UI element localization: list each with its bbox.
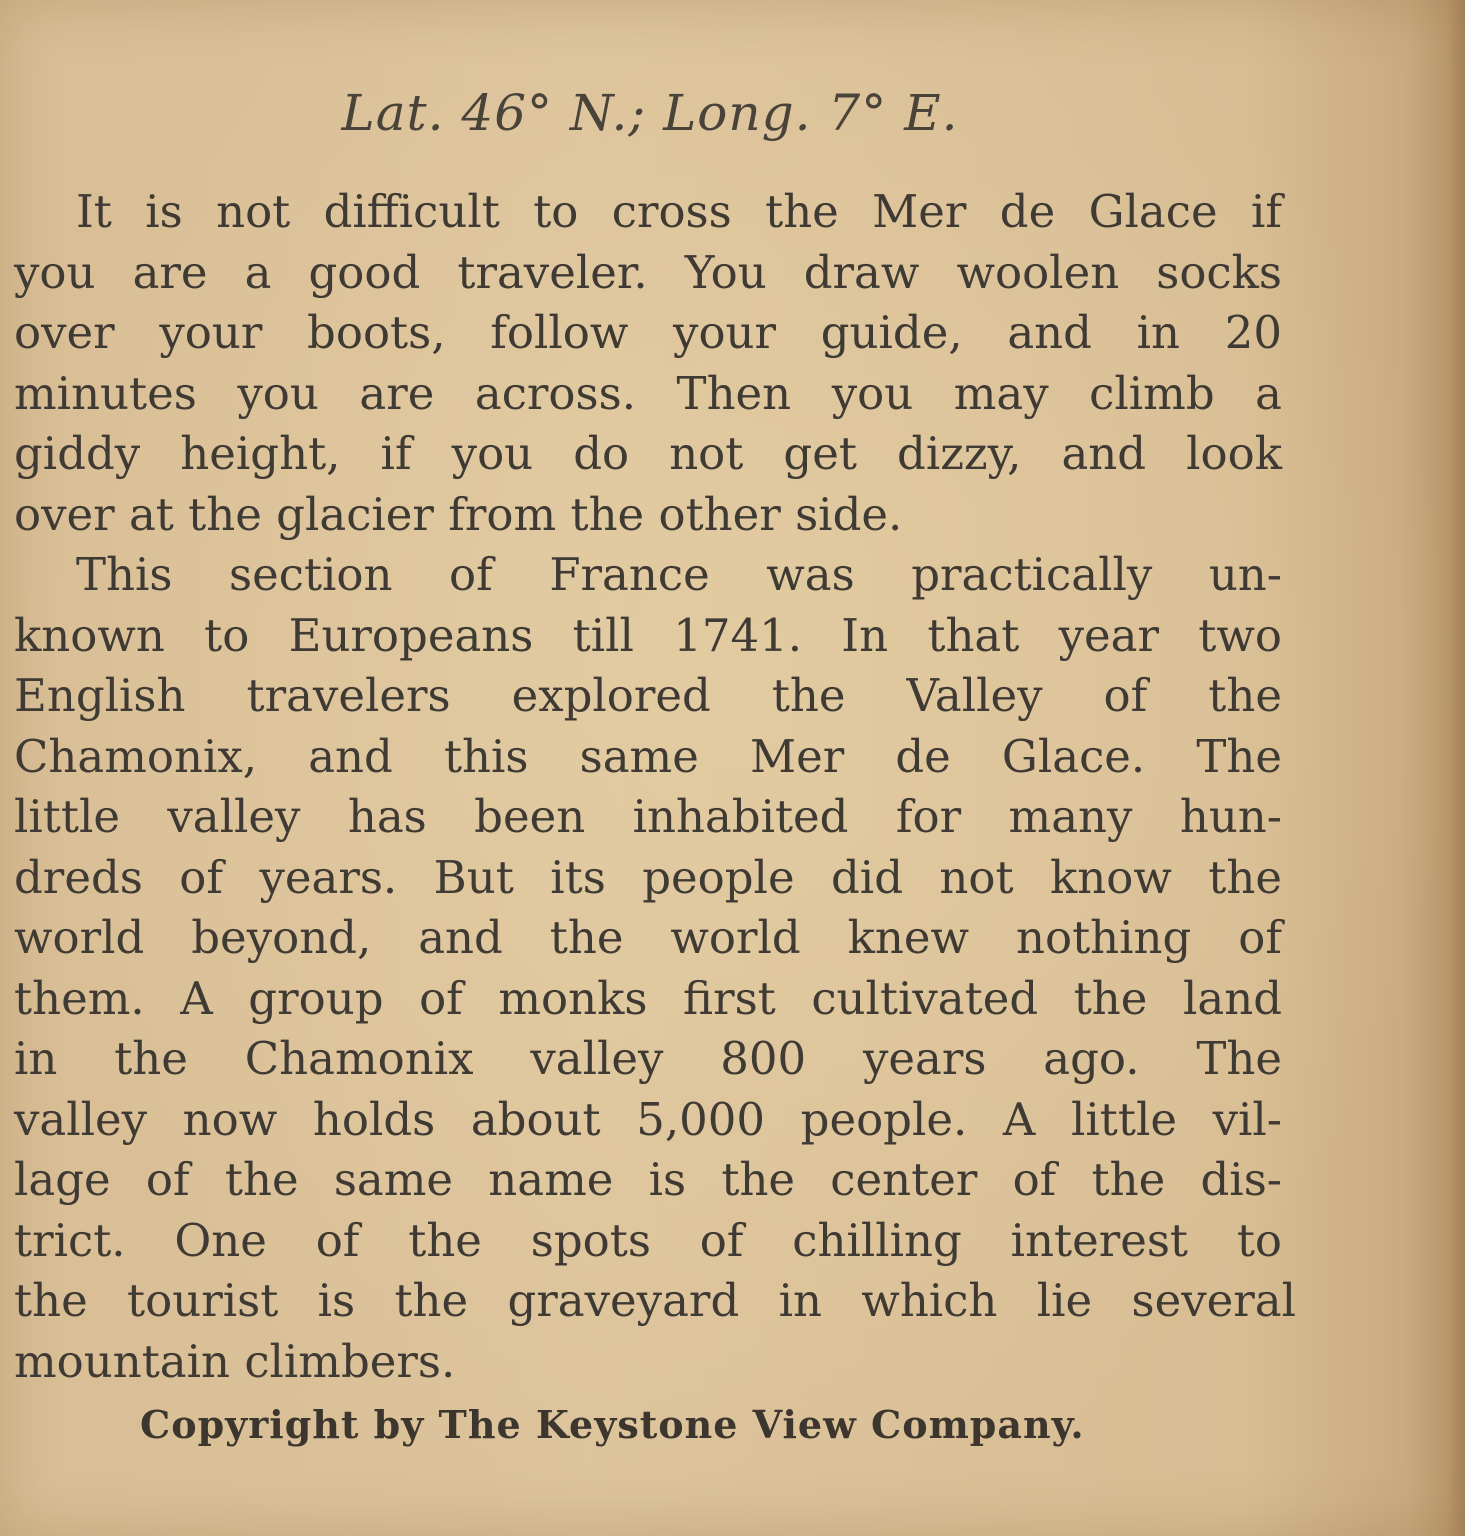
text-line: mountain climbers.	[14, 1334, 456, 1388]
text-line: the tourist is the graveyard in which lie several	[14, 1274, 1296, 1327]
text-line: English travelers explored the Valley of the	[14, 669, 1282, 722]
text-line: world beyond, and the world knew nothing of	[14, 911, 1282, 964]
text-line: you are a good traveler. You draw woolen socks	[14, 245, 1282, 299]
text-line: This section of France was practically un-	[76, 548, 1282, 601]
text-line: over at the glacier from the other side.	[14, 487, 903, 541]
coordinates-heading: Lat. 46° N.; Long. 7° E.	[341, 84, 959, 142]
text-line: giddy height, if you do not get dizzy, and look	[14, 427, 1282, 480]
text-line: little valley has been inhabited for many hun-	[14, 790, 1282, 843]
text-line: lage of the same name is the center of the dis-	[14, 1153, 1282, 1206]
text-line: Chamonix, and this same Mer de Glace. The	[14, 729, 1282, 783]
text-line: over your boots, follow your guide, and in 20	[14, 306, 1282, 359]
description-text	[14, 182, 1296, 1392]
text-line: them. A group of monks first cultivated the land	[14, 971, 1282, 1025]
text-line: minutes you are across. Then you may climb a	[14, 366, 1282, 420]
text-line: dreds of years. But its people did not know the	[14, 850, 1282, 904]
text-line: It is not difficult to cross the Mer de Glace if	[76, 185, 1282, 238]
card-edge-shading	[1447, 0, 1465, 1536]
copyright-notice: Copyright by The Keystone View Company.	[140, 1402, 1085, 1447]
text-line: trict. One of the spots of chilling interest to	[14, 1213, 1282, 1267]
text-line: in the Chamonix valley 800 years ago. The	[14, 1032, 1282, 1085]
text-line: known to Europeans till 1741. In that year two	[14, 608, 1282, 662]
text-line: valley now holds about 5,000 people. A little vil-	[14, 1092, 1282, 1146]
